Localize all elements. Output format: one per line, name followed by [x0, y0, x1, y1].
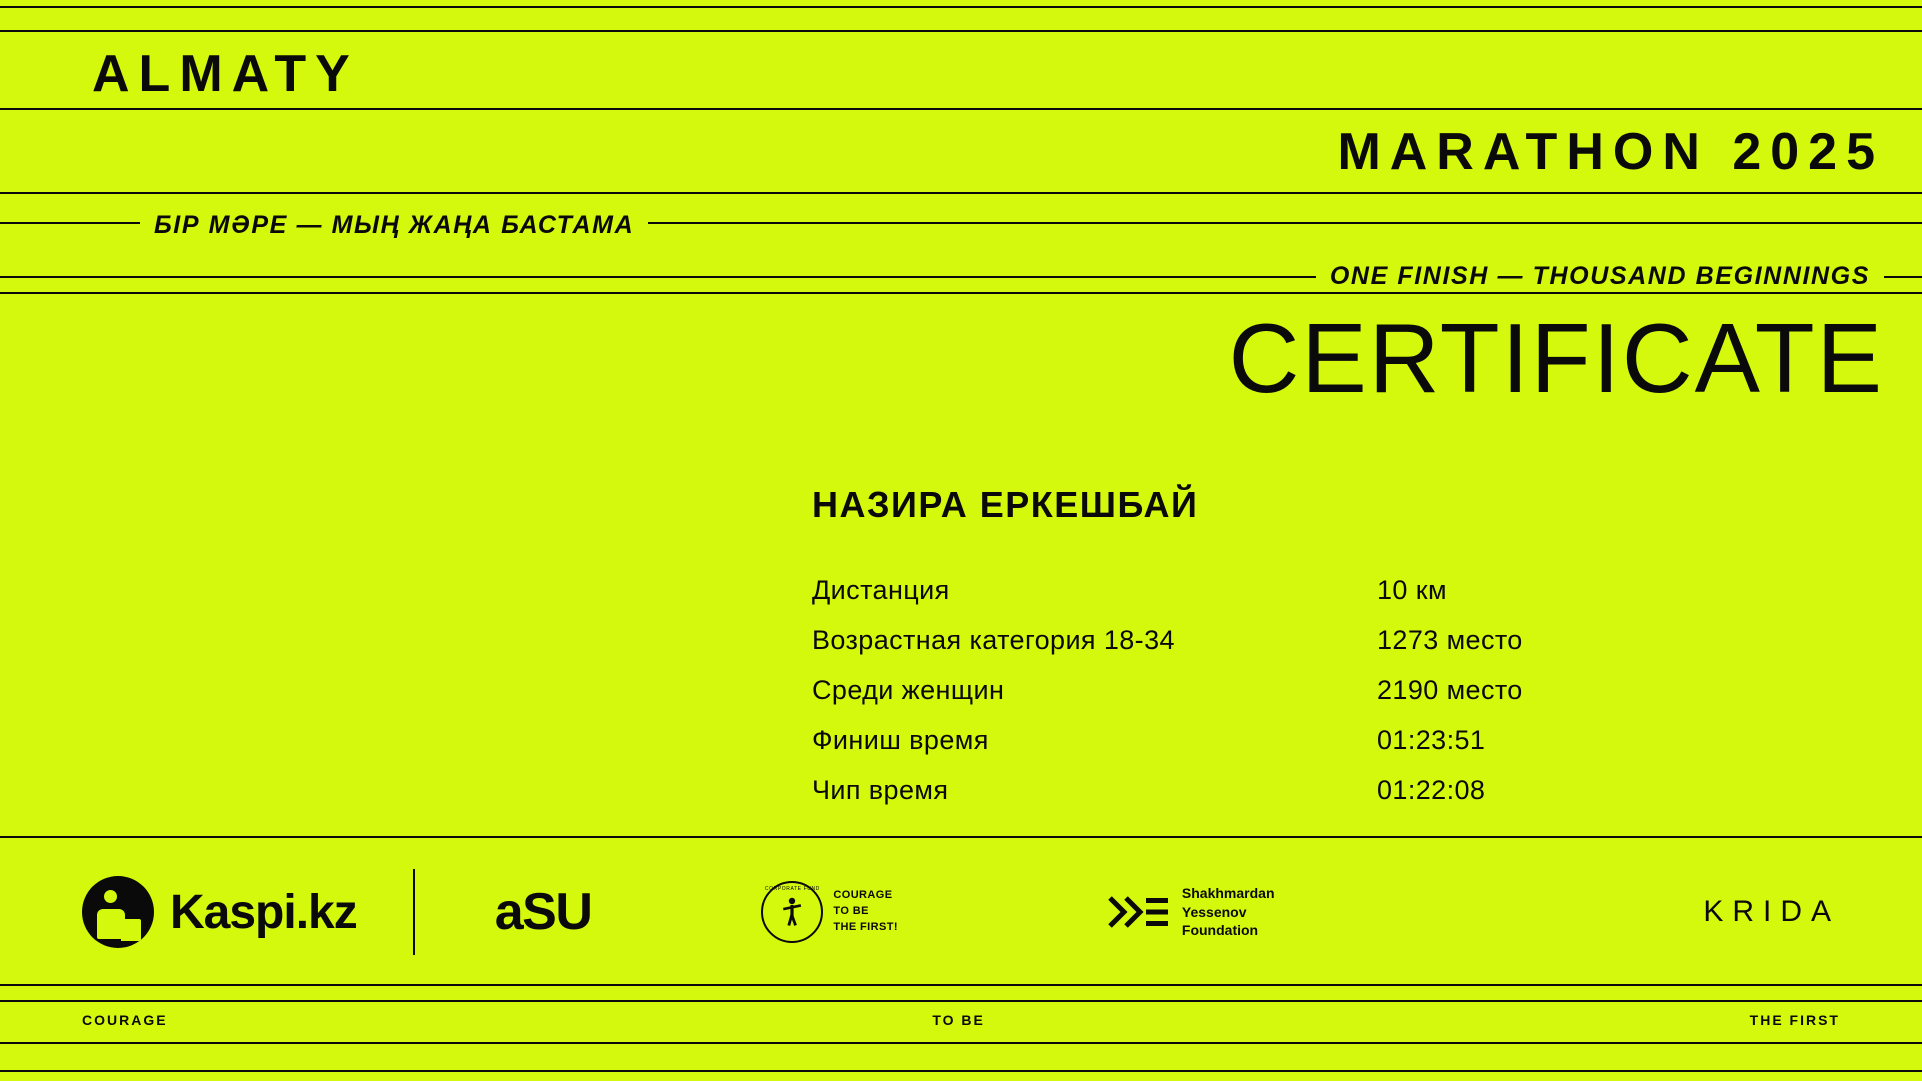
footer-left: COURAGE — [82, 1012, 168, 1028]
sponsor-krida — [1703, 895, 1840, 929]
yessenov-line-2: Yessenov — [1181, 903, 1247, 920]
result-row — [812, 775, 1612, 825]
result-label: Возрастная категория 18-34 — [812, 625, 1175, 655]
result-value: 1273 место — [1377, 625, 1523, 655]
result-value: 2190 место — [1377, 675, 1523, 705]
sponsor-krida-label: KRIDA — [1703, 895, 1840, 928]
courage-badge-icon — [761, 881, 823, 943]
result-row — [812, 575, 1612, 625]
yessenov-logo-icon — [1108, 892, 1170, 932]
rule-above-footer — [0, 1000, 1922, 1002]
results-table — [812, 575, 1612, 825]
rule-bottom — [0, 1070, 1922, 1072]
kaspi-logo-icon — [82, 876, 154, 948]
city-title: ALMATY — [92, 45, 359, 103]
footer-right: THE FIRST — [1749, 1012, 1840, 1028]
courage-line-1: COURAGE — [833, 889, 893, 902]
sponsor-shakhmardan-yessenov-foundation — [1108, 884, 1275, 941]
sponsors-bar — [0, 838, 1922, 986]
courage-ring-label: CORPORATE FUND — [764, 886, 820, 892]
page-title: CERTIFICATE — [1228, 303, 1884, 413]
sponsor-courage-to-be-the-first — [761, 881, 898, 943]
result-label: Дистанция — [812, 575, 950, 605]
rule-above-title — [0, 292, 1922, 294]
sponsor-kaspi-label: Kaspi.kz — [170, 885, 357, 939]
sponsor-kaspi — [82, 876, 357, 948]
slogan-english: ONE FINISH — THOUSAND BEGINNINGS — [1316, 264, 1884, 289]
result-value: 01:22:08 — [1377, 775, 1486, 805]
result-label: Чип время — [812, 775, 949, 805]
result-label: Финиш время — [812, 725, 989, 755]
result-label: Среди женщин — [812, 675, 1005, 705]
result-row — [812, 675, 1612, 725]
rule-footer-bottom — [0, 1042, 1922, 1044]
sponsor-asu-label: aSU — [494, 883, 592, 941]
athlete-name: НАЗИРА ЕРКЕШБАЙ — [812, 484, 1199, 525]
sponsor-divider — [413, 869, 415, 955]
courage-line-2: TO BE — [833, 905, 869, 918]
sponsor-asu — [495, 882, 592, 942]
footer-center: TO BE — [932, 1012, 985, 1028]
rule-top-2 — [0, 30, 1922, 32]
runner-figure-icon — [781, 897, 803, 927]
footer-bar — [0, 1012, 1922, 1028]
result-row — [812, 725, 1612, 775]
yessenov-line-3: Foundation — [1181, 922, 1259, 939]
event-title: MARATHON 2025 — [1337, 123, 1884, 181]
slogan-kazakh: БІР МӘРЕ — МЫҢ ЖАҢА БАСТАМА — [140, 213, 648, 238]
result-value: 10 км — [1377, 575, 1447, 605]
result-value: 01:23:51 — [1377, 725, 1486, 755]
result-row — [812, 625, 1612, 675]
rule-top-1 — [0, 6, 1922, 8]
yessenov-text-block — [1182, 884, 1275, 941]
courage-line-3: THE FIRST! — [833, 920, 898, 933]
rule-under-marathon — [0, 192, 1922, 194]
rule-under-almaty — [0, 108, 1922, 110]
yessenov-line-1: Shakhmardan — [1181, 884, 1275, 901]
courage-text-block — [833, 888, 898, 936]
